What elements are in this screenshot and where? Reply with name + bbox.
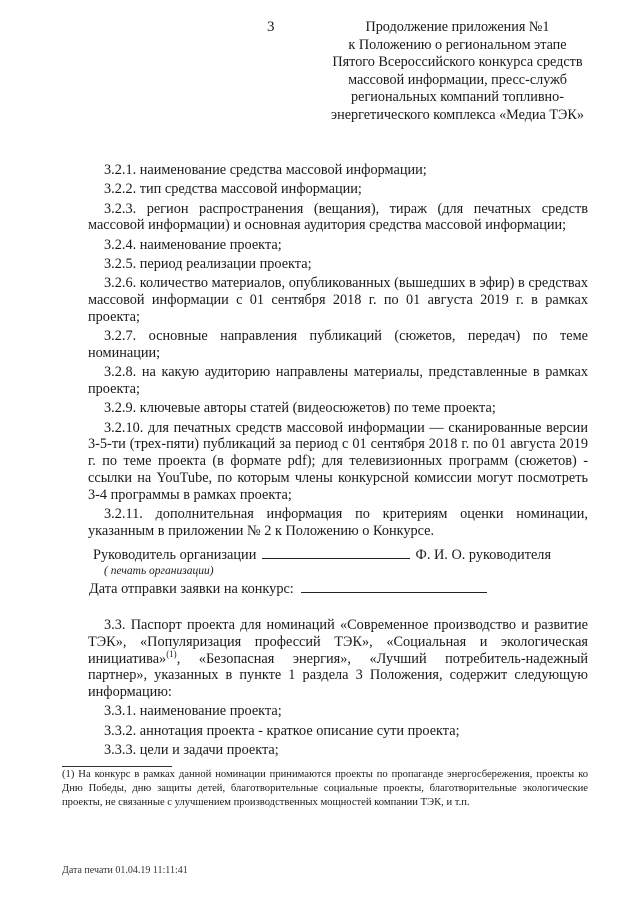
header-line: массовой информации, пресс-служб (348, 71, 567, 88)
signature-line (262, 546, 410, 559)
list-item: 3.2.4. наименование проекта; (104, 236, 282, 253)
date-label: Дата отправки заявки на конкурс: (89, 581, 294, 597)
footnote-ref: (1) (166, 648, 177, 659)
header-line: Продолжение приложения №1 (365, 19, 550, 35)
footnote-marker: (1) (62, 769, 75, 780)
footnote-divider (62, 766, 172, 767)
stamp-note: ( печать организации) (104, 565, 214, 577)
list-item: 3.2.9. ключевые авторы статей (видеосюжетов) по теме проекта; (104, 400, 496, 417)
header-line: региональных компаний топливно- (351, 89, 564, 106)
head-label: Руководитель организации (93, 547, 257, 563)
header-line: Пятого Всероссийского конкурса средств (332, 54, 583, 71)
print-date: Дата печати 01.04.19 11:11:41 (62, 865, 188, 876)
list-item: 3.3.1. наименование проекта; (104, 703, 282, 720)
section-3-3 (88, 617, 588, 761)
list-item: 3.2.8. на какую аудиторию направлены материалы, представленные в рамках проекта; (88, 364, 588, 398)
footnote (62, 768, 588, 810)
date-row (89, 580, 487, 598)
list-item: 3.2.7. основные направления публикаций (сюжетов, передач) по теме номинации; (88, 328, 588, 361)
signature-row (93, 546, 593, 564)
name-label: Ф. И. О. руководителя (415, 547, 552, 563)
list-item: 3.3.3. цели и задачи проекта; (104, 742, 279, 759)
header-line: энергетического комплекса «Медиа ТЭК» (331, 106, 584, 123)
list-item: 3.2.5. период реализации проекта; (104, 255, 312, 272)
list-item: 3.2.6. количество материалов, опубликованных (вышедших в эфир) в средствах массовой информации с 01 сентября 2018 г. по 01 августа 2019 г. в рамках проекта; (88, 275, 588, 325)
appendix-header (300, 19, 615, 125)
header-line: к Положению о региональном этапе (348, 36, 567, 53)
list-item: 3.2.11. дополнительная информация по критериям оценки номинации, указанным в приложении № 2 к Положению о Конкурсе. (88, 506, 588, 539)
list-item: 3.2.2. тип средства массовой информации; (104, 181, 362, 198)
list-item: 3.2.3. регион распространения (вещания), тираж (для печатных средств массовой информации) и основная аудитория средства массовой информации; (88, 200, 588, 234)
section-intro-text: 3.3. Паспорт проекта для номинаций «Современное производство и развитие ТЭК», «Популяризация профессий ТЭК», «Социальная и экологическая инициатива» (88, 617, 588, 667)
items-list (88, 162, 588, 542)
footnote-text: На конкурс в рамках данной номинации принимаются проекты по пропаганде энергосбережения, проекты ко Дню Победы, дню защиты детей, благотворительные социальные проекты, благотворительные экологические проекты, не связанные с улучшением производственных мощностей компании ТЭК, и т.п. (62, 769, 588, 808)
list-item: 3.3.2. аннотация проекта - краткое описание сути проекта; (104, 722, 460, 739)
date-line (301, 580, 487, 593)
page-number: 3 (267, 19, 275, 35)
list-item: 3.2.10. для печатных средств массовой информации — сканированные версии 3-5-ти (трех-пяти) публикаций за период с 01 сентября 2018 г. по 01 августа 2019 г. по теме проекта (в формате pdf); для телевизионных программ (сюжетов) - ссылки на YouTube, по которым члены конкурсной комиссии могут посмотреть 3-4 программы в рамках проекта; (88, 419, 588, 503)
section-intro (88, 617, 588, 701)
list-item: 3.2.1. наименование средства массовой информации; (104, 162, 427, 178)
section-intro-text-end: , «Безопасная энергия», «Лучший потребитель-надежный партнер», указанных в пункте 1 раздела 3 Положения, содержит следующую информацию: (88, 650, 588, 701)
